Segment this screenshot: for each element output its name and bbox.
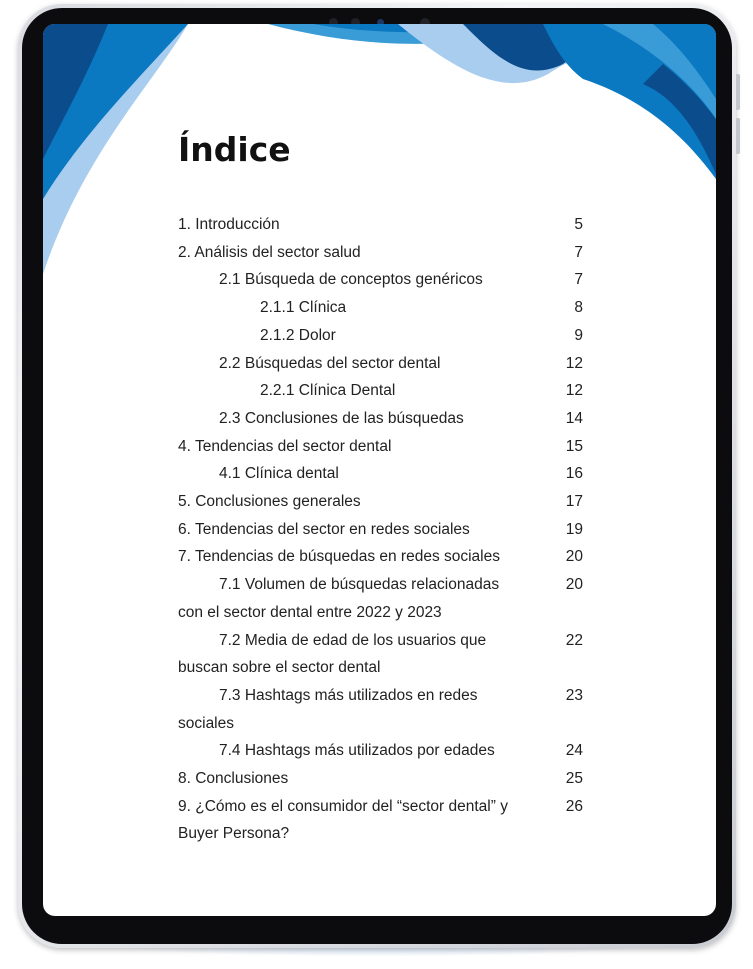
toc-entry-label: 2.1 Búsqueda de conceptos genéricos xyxy=(219,271,483,289)
toc-entry-page: 26 xyxy=(565,797,583,815)
toc-entry-page: 20 xyxy=(565,576,583,594)
toc-entry-page: 22 xyxy=(565,631,583,649)
toc-entry xyxy=(178,405,583,433)
toc-entry-label: 2.2 Búsquedas del sector dental xyxy=(219,354,441,372)
toc-entry-label: 7. Tendencias de búsquedas en redes sociales xyxy=(178,548,500,566)
toc-entry-page: 23 xyxy=(565,686,583,704)
toc-entry-label: 7.3 Hashtags más utilizados en redes sociales xyxy=(178,686,478,732)
toc-entry-page: 5 xyxy=(574,216,583,233)
toc-entry-page: 8 xyxy=(574,299,583,317)
toc-entry-page: 25 xyxy=(565,770,583,788)
toc-entry xyxy=(178,294,583,322)
toc-entry xyxy=(178,488,583,516)
table-of-contents xyxy=(178,211,583,848)
toc-entry-page: 12 xyxy=(565,354,583,372)
toc-entry-label: 7.4 Hashtags más utilizados por edades xyxy=(219,742,495,760)
page-screen xyxy=(43,24,716,916)
toc-entry-page: 24 xyxy=(565,742,583,760)
toc-entry xyxy=(178,211,583,239)
toc-entry-label: 5. Conclusiones generales xyxy=(178,493,361,511)
toc-entry-label: 1. Introducción xyxy=(178,216,280,233)
toc-entry xyxy=(178,350,583,378)
toc-entry xyxy=(178,460,583,488)
toc-entry-page: 16 xyxy=(565,465,583,483)
toc-entry-page: 7 xyxy=(574,243,583,261)
toc-entry xyxy=(178,571,583,626)
toc-entry-label: 9. ¿Cómo es el consumidor del “sector dental” y Buyer Persona? xyxy=(178,797,508,843)
page-title: Índice xyxy=(178,130,291,169)
toc-entry xyxy=(178,377,583,405)
toc-entry-page: 20 xyxy=(565,548,583,566)
toc-entry xyxy=(178,682,583,737)
toc-entry xyxy=(178,765,583,793)
toc-entry xyxy=(178,239,583,267)
toc-entry xyxy=(178,793,583,848)
toc-entry xyxy=(178,516,583,544)
toc-entry-page: 12 xyxy=(565,382,583,400)
toc-entry-page: 14 xyxy=(565,409,583,427)
toc-entry-label: 4. Tendencias del sector dental xyxy=(178,437,392,455)
toc-entry xyxy=(178,737,583,765)
volume-button xyxy=(736,74,740,110)
toc-entry-page: 9 xyxy=(574,326,583,344)
toc-entry-page: 15 xyxy=(565,437,583,455)
toc-entry xyxy=(178,627,583,682)
toc-entry-label: 8. Conclusiones xyxy=(178,770,289,788)
toc-entry-label: 7.2 Media de edad de los usuarios que buscan sobre el sector dental xyxy=(178,631,487,677)
toc-entry-page: 19 xyxy=(565,520,583,538)
toc-entry xyxy=(178,543,583,571)
toc-entry-label: 2.2.1 Clínica Dental xyxy=(260,382,396,400)
toc-entry-label: 2.3 Conclusiones de las búsquedas xyxy=(219,409,464,427)
toc-entry-label: 2.1.1 Clínica xyxy=(260,299,347,317)
toc-entry-label: 4.1 Clínica dental xyxy=(219,465,339,483)
toc-entry-label: 6. Tendencias del sector en redes sociales xyxy=(178,520,470,538)
toc-entry-label: 2. Análisis del sector salud xyxy=(178,243,361,261)
toc-entry xyxy=(178,322,583,350)
volume-button xyxy=(736,118,740,154)
toc-entry xyxy=(178,266,583,294)
toc-entry-page: 17 xyxy=(565,493,583,511)
toc-entry-page: 7 xyxy=(574,271,583,289)
toc-entry-label: 7.1 Volumen de búsquedas relacionadas con el sector dental entre 2022 y 2023 xyxy=(178,576,500,621)
toc-entry-label: 2.1.2 Dolor xyxy=(260,326,336,344)
toc-entry xyxy=(178,433,583,461)
